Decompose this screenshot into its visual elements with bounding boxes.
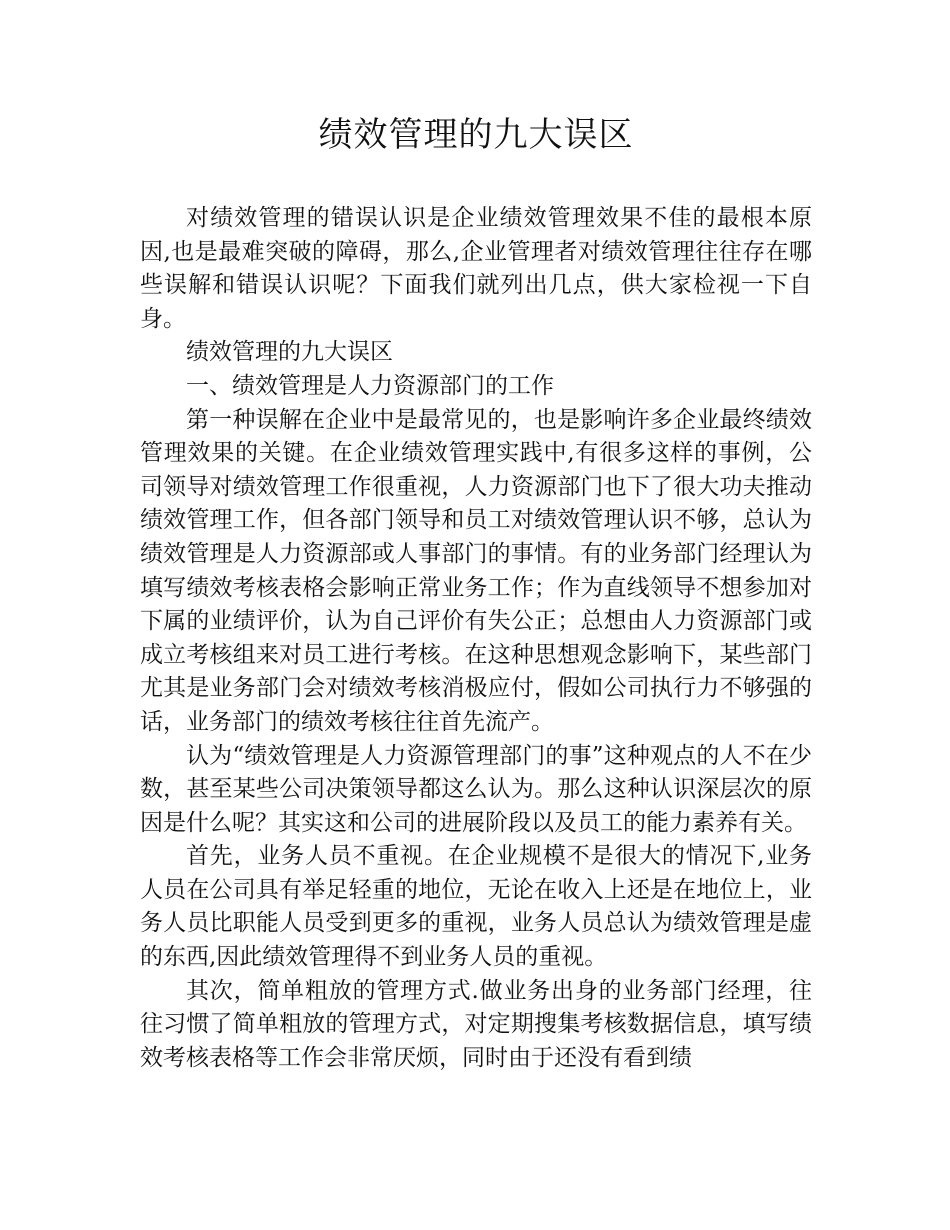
document-body (140, 202, 812, 1075)
document-page (140, 0, 812, 1075)
document-title: 绩效管理的九大误区 (318, 115, 634, 155)
paragraph-misconception-one-body: 第一种误解在企业中是最常见的，也是影响许多企业最终绩效管理效果的关键。在企业绩效管理实践中,有很多这样的事例，公司领导对绩效管理工作很重视，人力资源部门也下了很大功夫推动绩效管理工作，但各部门领导和员工对绩效管理认识不够，总认为绩效管理是人力资源部或人事部门的事情。有的业务部门经理认为填写绩效考核表格会影响正常业务工作；作为直线领导不想参加对下属的业绩评价，认为自己评价有失公正；总想由人力资源部门或成立考核组来对员工进行考核。在这种思想观念影响下，某些部门尤其是业务部门会对绩效考核消极应付，假如公司执行力不够强的话，业务部门的绩效考核往往首先流产。 (140, 406, 812, 735)
paragraph-second-reason: 其次，简单粗放的管理方式.做业务出身的业务部门经理，往往习惯了简单粗放的管理方式，对定期搜集考核数据信息，填写绩效考核表格等工作会非常厌烦，同时由于还没有看到绩 (140, 977, 812, 1071)
paragraph-hr-view: 认为“绩效管理是人力资源管理部门的事”这种观点的人不在少数，甚至某些公司决策领导都这么认为。那么这种认识深层次的原因是什么呢？其实这和公司的进展阶段以及员工的能力素养有关。 (140, 742, 812, 836)
paragraph-first-reason: 首先，业务人员不重视。在企业规模不是很大的情况下,业务人员在公司具有举足轻重的地位，无论在收入上还是在地位上，业务人员比职能人员受到更多的重视，业务人员总认为绩效管理是虚的东西,因此绩效管理得不到业务人员的重视。 (140, 843, 812, 971)
paragraph-misconception-one-heading: 一、绩效管理是人力资源部门的工作 (186, 372, 554, 399)
paragraph-section-heading: 绩效管理的九大误区 (186, 339, 393, 366)
paragraph-intro: 对绩效管理的错误认识是企业绩效管理效果不佳的最根本原因,也是最难突破的障碍，那么,企业管理者对绩效管理往往存在哪些误解和错误认识呢？下面我们就列出几点，供大家检视一下自身。 (140, 205, 812, 332)
